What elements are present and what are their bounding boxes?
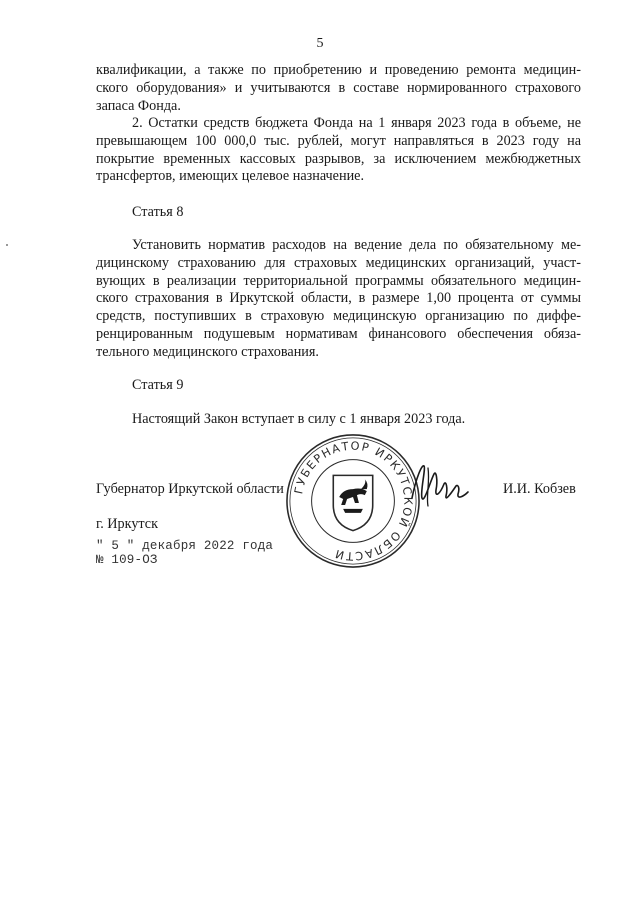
svg-text:ГУБЕРНАТОР ИРКУТСКОЙ ОБЛАСТИ <box>291 439 415 564</box>
article-9-heading: Статья 9 <box>132 377 184 393</box>
text-line: превышающем 100 000,0 тыс. рублей, могут направляться в 2023 году на <box>96 132 581 149</box>
date-stamp: " 5 " декабря 2022 года <box>96 539 274 553</box>
governor-title: Губернатор Иркутской области <box>96 481 284 497</box>
text-line: квалификации, а также по приобретению и проведению ремонта медицин- <box>96 62 581 78</box>
seal-text: ГУБЕРНАТОР ИРКУТСКОЙ ОБЛАСТИ <box>291 438 416 564</box>
text-line: покрытие временных кассовых разрывов, за исключением межбюджетных <box>96 150 581 167</box>
text-line: тельного медицинского страхования. <box>96 343 319 360</box>
text-line: ского оборудования» и учитываются в составе нормированного страхового <box>96 79 581 96</box>
official-seal-icon <box>284 432 422 570</box>
text-line: запаса Фонда. <box>96 97 181 114</box>
text-line: Установить норматив расходов на ведение дела по обязательному ме- <box>132 237 581 253</box>
text-line: 2. Остатки средств бюджета Фонда на 1 января 2023 года в объеме, не <box>132 115 581 131</box>
margin-mark <box>6 244 8 246</box>
paragraph-3 <box>96 237 581 362</box>
text-line: трансфертов, имеющих целевое назначение. <box>96 168 365 185</box>
article-8-heading: Статья 8 <box>132 204 184 220</box>
paragraph-4: Настоящий Закон вступает в силу с 1 января 2023 года. <box>132 411 466 427</box>
text-line: ренцированным подушевым нормативам финансового обеспечения обяза- <box>96 325 581 342</box>
paragraph-1 <box>96 62 581 115</box>
page-number: 5 <box>316 36 324 51</box>
text-line: ского страхования в Иркутской области, в размере 1,00 процента от суммы <box>96 290 581 307</box>
text-line: средств, поступивших в страховую медицинскую организацию по диффе- <box>96 308 581 325</box>
signature-icon <box>408 458 470 510</box>
city-name: г. Иркутск <box>96 516 158 532</box>
paragraph-2 <box>96 115 581 186</box>
governor-name: И.И. Кобзев <box>503 481 576 497</box>
text-line: вующих в реализации территориальной программы обязательного медицин- <box>96 272 581 289</box>
number-stamp: № 109-ОЗ <box>96 553 158 567</box>
text-line: дицинскому страхованию для страховых медицинских организаций, участ- <box>96 254 581 271</box>
